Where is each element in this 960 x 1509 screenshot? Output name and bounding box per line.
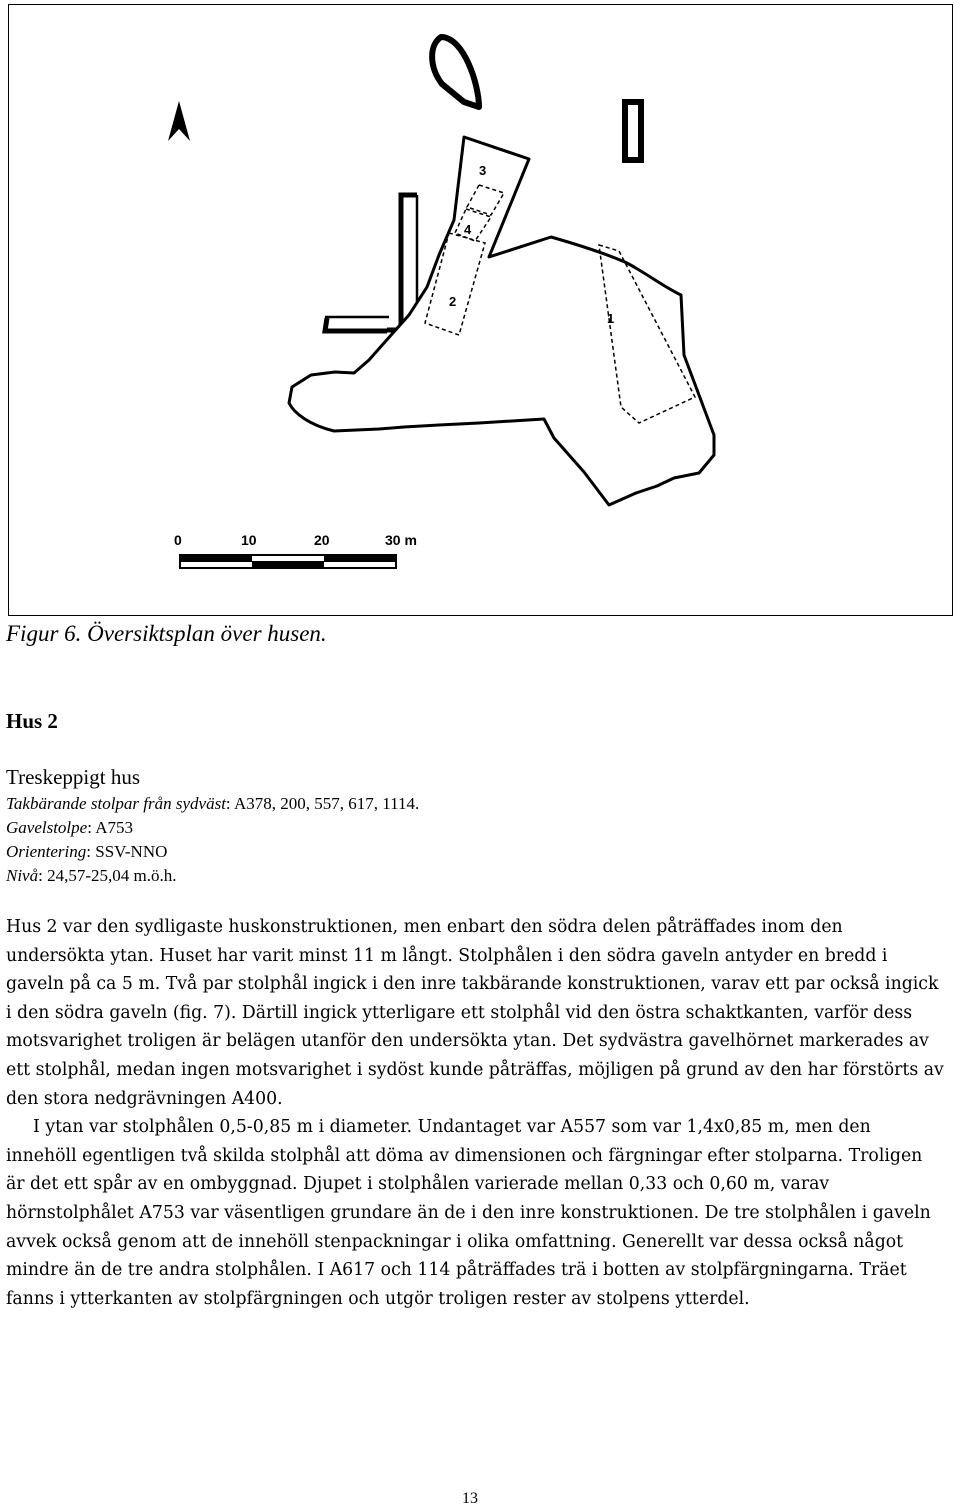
metadata-value: : 24,57-25,04 m.ö.h.	[38, 866, 177, 885]
trench-outline-top	[432, 37, 479, 107]
section-heading: Hus 2	[6, 709, 58, 733]
scale-bar	[180, 555, 396, 568]
body-text	[6, 913, 944, 1313]
scale-label-0: 0	[174, 532, 182, 548]
metadata-value: : SSV-NNO	[86, 842, 168, 861]
metadata-label: Orientering	[6, 842, 87, 861]
metadata-label: Nivå	[6, 866, 39, 885]
scale-label-30: 30 m	[385, 532, 417, 548]
metadata-row	[6, 816, 419, 840]
metadata-row	[6, 864, 419, 888]
scale-label-20: 20	[314, 532, 330, 548]
house-type: Treskeppigt hus	[6, 765, 140, 789]
metadata-label: Gavelstolpe	[6, 818, 88, 837]
figure-frame	[8, 4, 953, 616]
north-arrow-icon	[168, 101, 190, 141]
trench-outline-narrow	[325, 195, 417, 331]
metadata-row	[6, 840, 419, 864]
site-plan-map	[9, 5, 954, 617]
house-label-1: 1	[607, 311, 615, 326]
paragraph-2: I ytan var stolphålen 0,5-0,85 m i diameter. Undantaget var A557 som var 1,4x0,85 m, men den innehöll egentligen två skilda stolphål att döma av dimensionen och färgningar efter stolparna. Troligen är det ett spår av en ombyggnad. Djupet i stolphålen varierade mellan 0,33 och 0,60 m, varav hörnstolphålet A753 var väsentligen grundare än de i den inre konstruktionen. De tre stolphålen i gaveln avvek också genom att de innehöll stenpackningar i olika omfattning. Generellt var dessa också något mindre än de tre andra stolphålen. I A617 och 114 påträffades trä i botten av stolpfärgningarna. Träet fanns i ytterkanten av stolpfärgningen och utgör troligen rester av stolpens ytterdel.	[6, 1117, 931, 1309]
trench-outline-right	[625, 102, 641, 160]
metadata-value: : A378, 200, 557, 617, 1114.	[225, 794, 420, 813]
house-label-4: 4	[464, 222, 472, 237]
page-number: 13	[462, 1490, 478, 1507]
figure-caption: Figur 6. Översiktsplan över husen.	[6, 621, 327, 646]
scale-label-10: 10	[241, 532, 257, 548]
house-label-2: 2	[449, 294, 457, 309]
metadata-value: : A753	[87, 818, 134, 837]
house-label-3: 3	[479, 163, 487, 178]
house-metadata	[6, 763, 419, 888]
metadata-label: Takbärande stolpar från sydväst	[6, 794, 226, 813]
metadata-row	[6, 792, 419, 816]
paragraph-1: Hus 2 var den sydligaste huskonstruktionen, men enbart den södra delen påträffades inom den undersökta ytan. Huset har varit minst 11 m långt. Stolphålen i den södra gaveln antyder en bredd i gaveln på ca 5 m. Två par stolphål ingick i den inre takbärande konstruktionen, varav ett par också ingick i den södra gaveln (fig. 7). Därtill ingick ytterligare ett stolphål vid den östra schaktkanten, varför dess motsvarighet troligen är belägen utanför den undersökta ytan. Det sydvästra gavelhörnet markerades av ett stolphål, medan ingen motsvarighet i sydöst kunde påträffas, möjligen på grund av den har förstörts av den stora nedgrävningen A400.	[6, 917, 944, 1109]
